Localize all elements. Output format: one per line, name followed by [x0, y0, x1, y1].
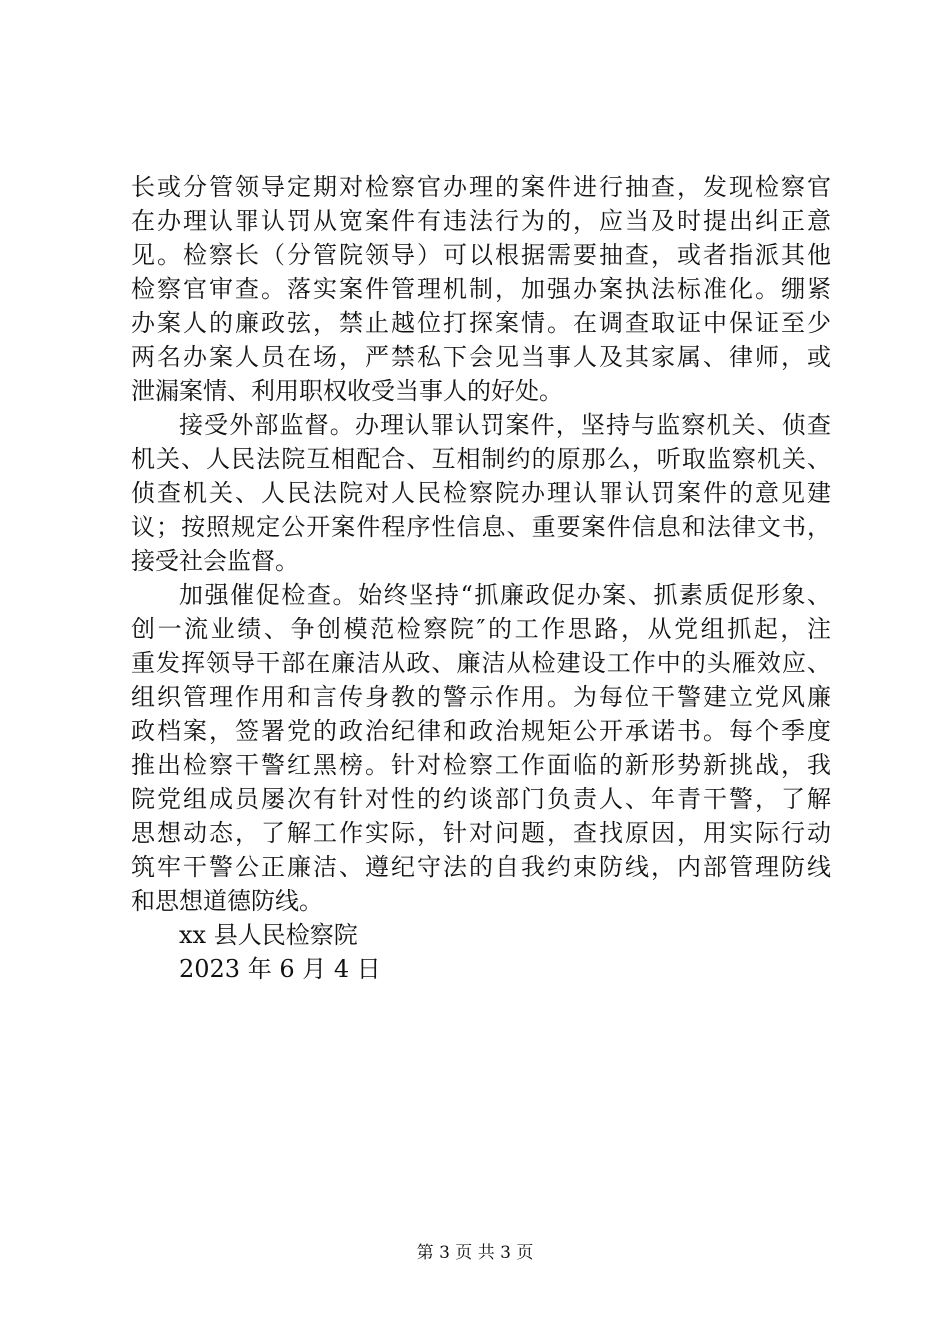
text-line: 见。检察长（分管院领导）可以根据需要抽查，或者指派其他	[131, 241, 831, 269]
text-line: 机关、人民法院互相配合、互相制约的原那么，听取监察机关、	[131, 445, 831, 473]
document-body	[131, 170, 831, 986]
text-line: 筑牢干警公正廉洁、遵纪守法的自我约束防线，内部管理防线	[131, 853, 831, 881]
text-line: 和思想道德防线。	[131, 887, 323, 915]
text-line: 推出检察干警红黑榜。针对检察工作面临的新形势新挑战，我	[131, 751, 831, 779]
text-line: 议；按照规定公开案件程序性信息、重要案件信息和法律文书，	[131, 513, 831, 541]
text-line: 在办理认罪认罚从宽案件有违法行为的，应当及时提出纠正意	[131, 207, 831, 235]
text-line: 接受社会监督。	[131, 547, 299, 575]
text-line: 加强催促检查。始终坚持“抓廉政促办案、抓素质促形象、	[179, 581, 831, 609]
text-line: 思想动态，了解工作实际，针对问题，查找原因，用实际行动	[131, 819, 831, 847]
text-line: 泄漏案情、利用职权收受当事人的好处。	[131, 377, 563, 405]
text-line: 侦查机关、人民法院对人民检察院办理认罪认罚案件的意见建	[131, 479, 831, 507]
text-line: 办案人的廉政弦，禁止越位打探案情。在调查取证中保证至少	[131, 309, 831, 337]
text-line: 检察官审查。落实案件管理机制，加强办案执法标准化。绷紧	[131, 275, 831, 303]
text-line: 组织管理作用和言传身教的警示作用。为每位干警建立党风廉	[131, 683, 831, 711]
text-line: 长或分管领导定期对检察官办理的案件进行抽查，发现检察官	[131, 173, 831, 201]
text-line: 两名办案人员在场，严禁私下会见当事人及其家属、律师，或	[131, 343, 831, 371]
page-number: 第 3 页 共 3 页	[416, 1243, 534, 1263]
page-footer	[0, 1241, 950, 1265]
text-line: 创一流业绩、争创模范检察院″的工作思路，从党组抓起，注	[131, 615, 831, 643]
text-line: 政档案，签署党的政治纪律和政治规矩公开承诺书。每个季度	[131, 717, 831, 745]
signature-date: 2023 年 6 月 4 日	[179, 955, 381, 983]
text-line: 院党组成员屡次有针对性的约谈部门负责人、年青干警，了解	[131, 785, 831, 813]
text-line: 重发挥领导干部在廉洁从政、廉洁从检建设工作中的头雁效应、	[131, 649, 831, 677]
text-line: 接受外部监督。办理认罪认罚案件，坚持与监察机关、侦查	[179, 411, 831, 439]
signature-organization: xx 县人民检察院	[179, 921, 358, 949]
